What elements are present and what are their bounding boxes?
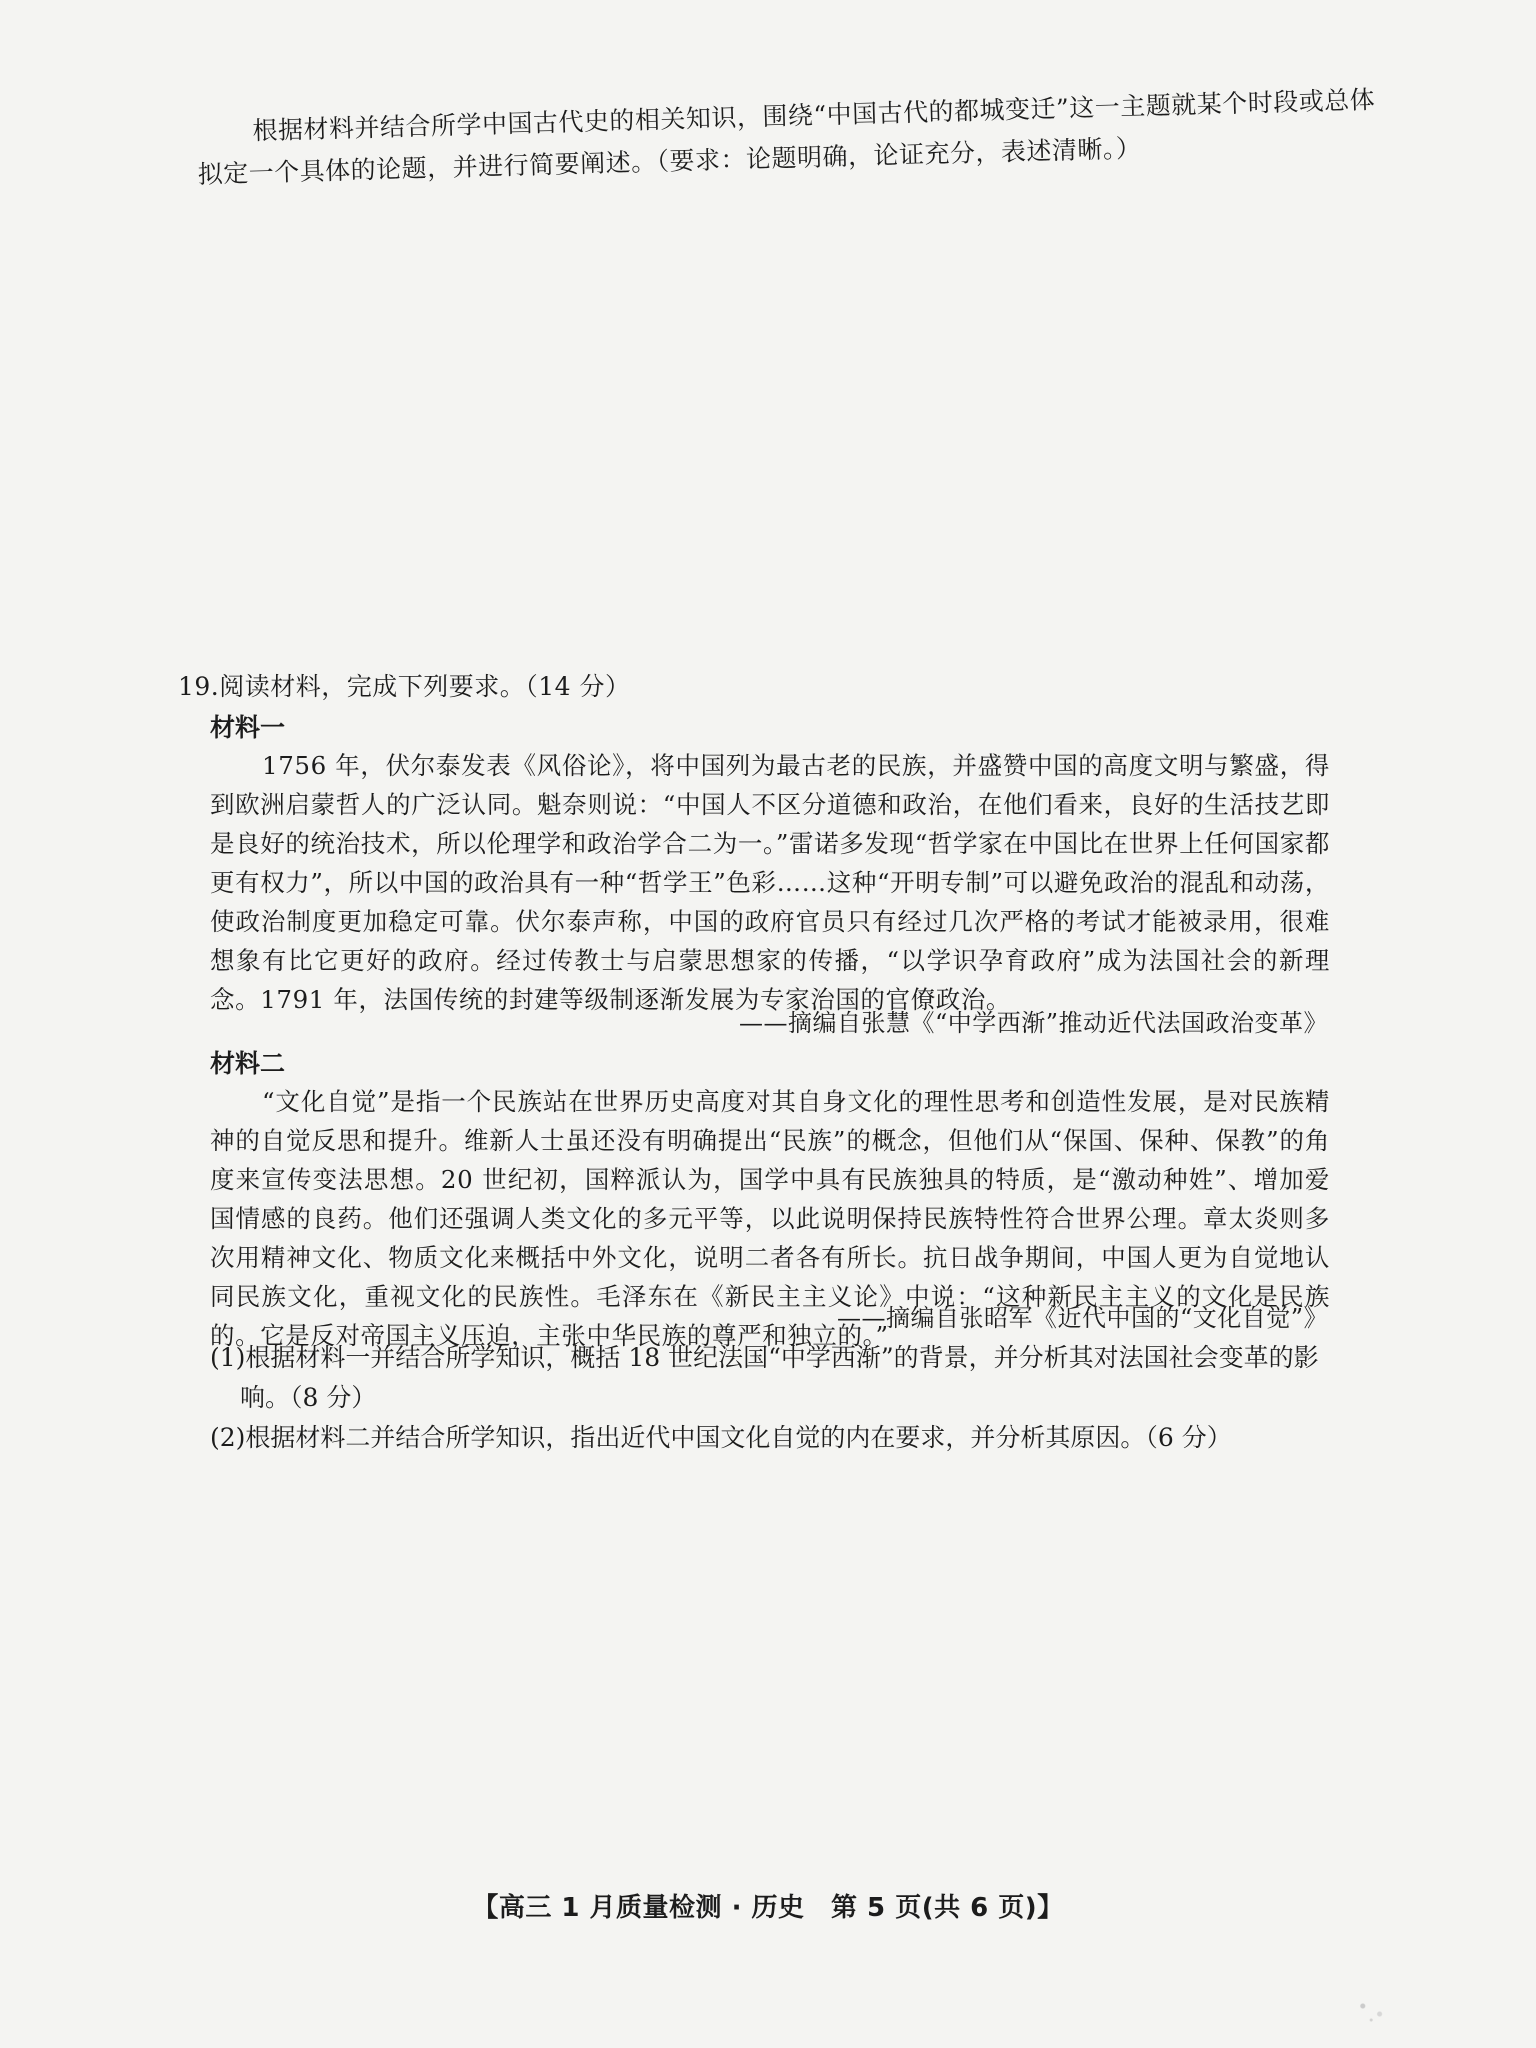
task-1-line2: 响。（8 分） <box>240 1383 377 1412</box>
material-1-text: 1756 年，伏尔泰发表《风俗论》，将中国列为最古老的民族，并盛赞中国的高度文明与繁盛，得到欧洲启蒙哲人的广泛认同。魁奈则说：“中国人不区分道德和政治，在他们看来，良好的生活技艺即是良好的统治技术，所以伦理学和政治学合二为一。”雷诺多发现“哲学家在中国比在世界上任何国家都更有权力”，所以中国的政治具有一种“哲学王”色彩……这种“开明专制”可以避免政治的混乱和动荡，使政治制度更加稳定可靠。伏尔泰声称，中国的政府官员只有经过几次严格的考试才能被录用，很难想象有比它更好的政府。经过传教士与启蒙思想家的传播，“以学识孕育政府”成为法国社会的新理念。1791 年，法国传统的封建等级制逐渐发展为专家治国的官僚政治。 <box>210 751 1330 1014</box>
material-2-text: “文化自觉”是指一个民族站在世界历史高度对其自身文化的理性思考和创造性发展，是对民族精神的自觉反思和提升。维新人士虽还没有明确提出“民族”的概念，但他们从“保国、保种、保教”的角度来宣传变法思想。20 世纪初，国粹派认为，国学中具有民族独具的特质，是“激动种姓”、增加爱国情感的良药。他们还强调人类文化的多元平等，以此说明保持民族特性符合世界公理。章太炎则多次用精神文化、物质文化来概括中外文化，说明二者各有所长。抗日战争期间，中国人更为自觉地认同民族文化，重视文化的民族性。毛泽东在《新民主主义论》中说：“这种新民主主义的文化是民族的。它是反对帝国主义压迫，主张中华民族的尊严和独立的。” <box>210 1087 1330 1350</box>
task-1 <box>210 1338 1340 1418</box>
material-2-label: 材料二 <box>210 1049 286 1078</box>
material-2-source: ——摘编自张昭军《近代中国的“文化自觉”》 <box>836 1304 1328 1332</box>
material-1-body <box>210 746 1330 1019</box>
question-title: 19.阅读材料，完成下列要求。（14 分） <box>178 672 631 701</box>
task-2: (2)根据材料二并结合所学知识，指出近代中国文化自觉的内在要求，并分析其原因。（6 分） <box>210 1423 1232 1452</box>
material-1-source: ——摘编自张慧《“中学西渐”推动近代法国政治变革》 <box>738 1009 1328 1037</box>
scan-speck <box>1346 1990 1402 2030</box>
page-footer: 【高三 1 月质量检测 · 历史 第 5 页(共 6 页)】 <box>472 1893 1064 1923</box>
essay-prompt <box>196 79 1378 196</box>
task-1-line1: (1)根据材料一并结合所学知识，概括 18 世纪法国“中学西渐”的背景，并分析其对法国社会变革的影 <box>210 1343 1319 1372</box>
material-1-label: 材料一 <box>210 713 286 742</box>
essay-prompt-text: 根据材料并结合所学中国古代史的相关知识，围绕“中国古代的都城变迁”这一主题就某个时段或总体拟定一个具体的论题，并进行简要阐述。（要求：论题明确，论证充分，表述清晰。） <box>197 85 1376 189</box>
